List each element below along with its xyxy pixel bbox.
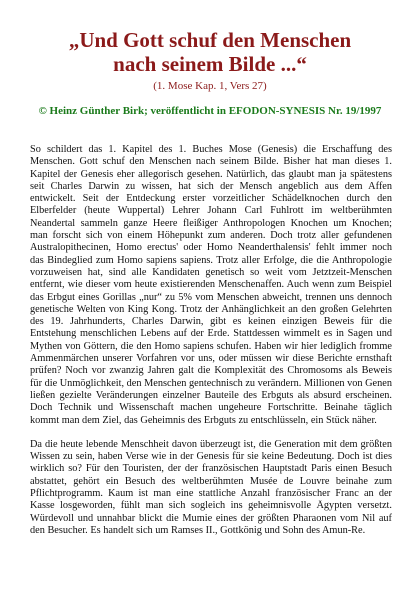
text-line: kommt man dem Ziel, das Geheimnis des Erbguts zu entschlüsseln, ein Stück näher. [30, 414, 377, 426]
text-line: Kasse losgeworden, fühlt man sich sogleich ins geheimnisvolle Ägypten versetzt. [30, 500, 392, 512]
text-line: entwickelt. Seit der Entdeckung erster vorzeitlicher Schädelknochen durch den [30, 193, 392, 205]
text-line: Ammenmärchen unserer Vorfahren vor uns, oder müssen wir diese Berichte ernsthaft [30, 353, 392, 365]
text-line: Würdevoll und unnahbar blickt die Mumie eines der größten Pharaonen vom Nil auf [30, 512, 392, 524]
text-line: Australopithecinen, Homo erectus' oder Homo Neanderthalensis' fehlt immer noch [30, 242, 392, 254]
paragraph [30, 144, 392, 427]
text-line: ließen gezielte Veränderungen einzelner Bauteile des Erbguts als absurd erscheinen. [30, 389, 392, 401]
text-line: vorzuweisen hat, sind alle Kandidaten genetisch so weit vom Jetztzeit-Menschen [30, 266, 392, 278]
copyright-line: © Heinz Günther Birk; veröffentlicht in EFODON-SYNESIS Nr. 19/1997 [38, 105, 382, 117]
text-line: Doch Technik und Wissenschaft machen ungeheure Fortschritte. Beinahe täglich [30, 402, 392, 414]
text-line: Kapitel der Genesis eher allegorisch gesehen. Natürlich, das glaubt man ja spätestens [30, 168, 392, 180]
text-line: genetische Welten von King Kong. Trotz der Anhänglichkeit an den großen Gelehrten [30, 303, 392, 315]
text-line: Elberfelder (heute Wuppertal) Lehrer Johann Carl Fuhlrott im weltberühmten [30, 205, 392, 217]
text-line: Menschen. Gott schuf den Menschen nach seinem Bilde. Bisher hat man dieses 1. [30, 156, 392, 168]
text-line: wirklich so? Für den Touristen, der der französischen Hauptstadt Paris einen Besuch [30, 463, 392, 475]
paragraph [30, 439, 392, 537]
article-body [30, 144, 392, 537]
page-title [0, 28, 420, 76]
text-line: das Bindeglied zum Homo sapiens sapiens. Trotz aller Erfolge, die die Anthropologie [30, 254, 392, 266]
text-line: entfernt, wie dieser vom heute existierenden Menschenaffen. Auch wenn zum Beispiel [30, 279, 392, 291]
text-line: So schildert das 1. Kapitel des 1. Buches Mose (Genesis) die Erschaffung des [30, 144, 392, 155]
paragraph-spacer [30, 427, 392, 439]
text-line: Neandertal sammeln ganze Heere fleißiger Anthropologen Knochen um Knochen; [30, 217, 392, 229]
text-line: abstattet, gehört ein Besuch des weltberühmten Musée de Louvre beinahe zum [30, 475, 392, 487]
text-line: Pflichtprogramm. Kaum ist man eine stattliche Anzahl französischer Franc an der [30, 488, 392, 500]
title-line-1: „Und Gott schuf den Menschen [68, 28, 352, 52]
text-line: Entstehung menschlichen Lebens auf der Erde. Stattdessen wimmelt es in Sagen und [30, 328, 392, 340]
text-line: prüfen? Noch vor zwanzig Jahren galt die Komplexität des Chromosoms als Beweis [30, 365, 392, 377]
text-line: Da die heute lebende Menschheit davon überzeugt ist, die Generation mit dem größten [30, 438, 392, 450]
text-line: den Besucher. Es handelt sich um Ramses II., Gottkönig und Sohn des Amun-Re. [30, 524, 366, 536]
text-line: Mythen von Göttern, die den Homo sapiens schufen. Haben wir hier lediglich fromme [30, 340, 392, 352]
text-line: das Erbgut eines Gorillas „nur“ zu 5% vom Menschen abweicht, trennen uns dennoch [30, 291, 392, 303]
bible-reference: (1. Mose Kap. 1, Vers 27) [153, 80, 267, 92]
text-line: man forscht sich von einem Höhepunkt zum anderen. Doch trotz aller gefundenen [30, 230, 392, 242]
text-line: Wissen zu sein, haben Verse wie in der Genesis für sie keine Bedeutung. Doch ist dies [30, 451, 392, 463]
title-line-2: nach seinem Bilde ...“ [113, 52, 307, 76]
text-line: für die Unmöglichkeit, den Menschen gentechnisch zu verändern. Millionen von Genen [30, 377, 392, 389]
text-line: des 19. Jahrhunderts, Charles Darwin, gibt es keinen einzigen Beweis für die [30, 316, 392, 328]
text-line: seit Charles Darwin zu wissen, hat sich der Mensch angeblich aus dem Affen [30, 180, 392, 192]
